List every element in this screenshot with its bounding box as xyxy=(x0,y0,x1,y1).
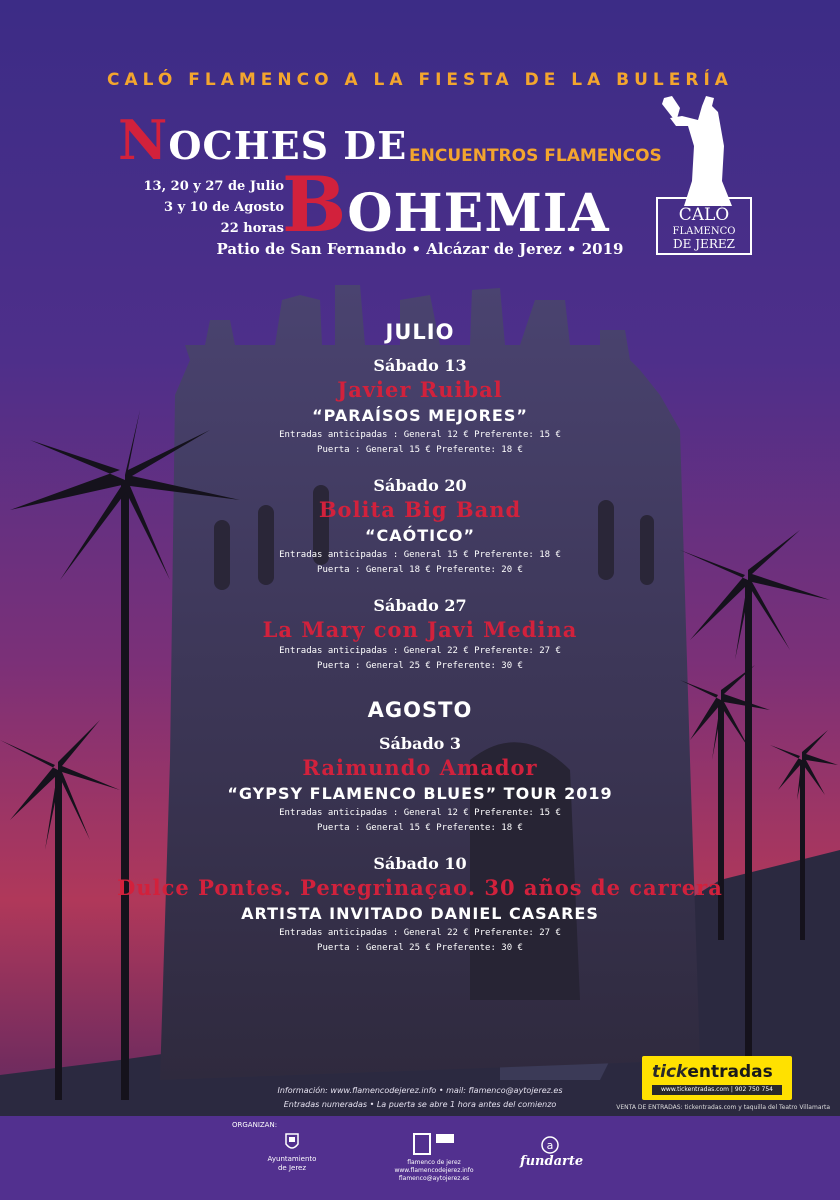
event-price-door: Puerta : General 18 € Preferente: 20 € xyxy=(317,565,523,575)
organizer-flamenco-line: www.flamencodejerez.info xyxy=(394,1167,474,1174)
event-artist: Dulce Pontes. Peregrinaçao. 30 años de carrera xyxy=(117,875,723,900)
organizer-flamenco-line: flamenco@aytojerez.es xyxy=(398,1175,470,1182)
tickentradas-wordmark-tick: tick xyxy=(652,1062,688,1082)
event-show: “GYPSY FLAMENCO BLUES” TOUR 2019 xyxy=(227,784,613,803)
event-card xyxy=(0,476,840,578)
footer-info-contact: Información: www.flamencodejerez.info • mail: flamenco@aytojerez.es xyxy=(277,1086,563,1095)
tickentradas-contact: www.tickentradas.com | 902 750 754 xyxy=(652,1085,782,1095)
dates-line: 22 horas xyxy=(220,221,284,236)
event-price-door: Puerta : General 15 € Preferente: 18 € xyxy=(317,445,523,455)
tickentradas-wordmark xyxy=(652,1062,773,1082)
organizer-ayuntamiento xyxy=(262,1132,322,1173)
organizer-flamenco-de-jerez xyxy=(388,1132,480,1183)
organizer-fundarte xyxy=(520,1136,584,1169)
event-day: Sábado 27 xyxy=(373,596,467,615)
tickentradas-wordmark-entradas: entradas xyxy=(687,1062,773,1082)
event-day: Sábado 13 xyxy=(373,356,467,375)
event-show: “PARAÍSOS MEJORES” xyxy=(312,406,528,425)
event-price-door: Puerta : General 15 € Preferente: 18 € xyxy=(317,823,523,833)
event-price-door: Puerta : General 25 € Preferente: 30 € xyxy=(317,661,523,671)
footer-info-doors: Entradas numeradas • La puerta se abre 1 hora antes del comienzo xyxy=(283,1100,557,1109)
flamenco-de-jerez-icon xyxy=(404,1132,464,1156)
calo-flamenco-logo xyxy=(654,86,754,256)
month-heading-july: JULIO xyxy=(385,320,455,344)
event-day: Sábado 3 xyxy=(378,734,462,753)
event-card xyxy=(0,854,840,956)
event-show: ARTISTA INVITADO DANIEL CASARES xyxy=(241,904,599,923)
logo-text-jerez: DE JEREZ xyxy=(673,237,735,251)
subtitle-encuentros: ENCUENTROS FLAMENCOS xyxy=(409,146,662,166)
title-noches-initial: N xyxy=(118,108,169,172)
festival-tagline: CALÓ FLAMENCO A LA FIESTA DE LA BULERÍA xyxy=(107,70,733,90)
event-show: “CAÓTICO” xyxy=(365,526,475,545)
tickentradas-logo xyxy=(642,1056,792,1100)
organizer-flamenco-line: flamenco de jerez xyxy=(407,1159,461,1166)
event-price-door: Puerta : General 25 € Preferente: 30 € xyxy=(317,943,523,953)
event-card xyxy=(0,356,840,458)
title-bohemia xyxy=(282,160,610,249)
event-price-advance: Entradas anticipadas : General 12 € Preferente: 15 € xyxy=(279,808,561,818)
fundarte-wordmark: fundarte xyxy=(520,1154,584,1169)
event-price-advance: Entradas anticipadas : General 22 € Preferente: 27 € xyxy=(279,928,561,938)
svg-text:a: a xyxy=(546,1139,554,1152)
month-heading-august: AGOSTO xyxy=(367,698,473,722)
organizer-ayto-line: de Jerez xyxy=(277,1164,307,1172)
event-price-advance: Entradas anticipadas : General 12 € Preferente: 15 € xyxy=(279,430,561,440)
event-price-advance: Entradas anticipadas : General 15 € Preferente: 18 € xyxy=(279,550,561,560)
event-artist: La Mary con Javi Medina xyxy=(262,617,578,642)
title-noches-rest: OCHES DE xyxy=(168,123,408,168)
event-card xyxy=(0,596,840,674)
logo-text-flamenco: FLAMENCO xyxy=(672,226,736,237)
organizers-label: ORGANIZAN: xyxy=(232,1121,278,1129)
event-artist: Raimundo Amador xyxy=(302,755,538,780)
organizer-ayto-line: Ayuntamiento xyxy=(267,1155,317,1163)
dates-line: 3 y 10 de Agosto xyxy=(164,200,284,215)
title-bohemia-rest: OHEMIA xyxy=(347,183,610,244)
ticket-sale-text: VENTA DE ENTRADAS: tickentradas.com y taquilla del Teatro Villamarta xyxy=(616,1104,830,1111)
logo-text-calo: CALÓ xyxy=(678,205,730,225)
event-day: Sábado 20 xyxy=(373,476,467,495)
event-price-advance: Entradas anticipadas : General 22 € Preferente: 27 € xyxy=(279,646,561,656)
coat-of-arms-icon xyxy=(284,1132,300,1152)
program-listing xyxy=(0,320,840,974)
fundarte-icon xyxy=(541,1136,559,1154)
event-artist: Javier Ruibal xyxy=(337,377,503,402)
event-artist: Bolita Big Band xyxy=(318,497,522,522)
title-bohemia-initial: B xyxy=(282,160,348,249)
dates-line: 13, 20 y 27 de Julio xyxy=(143,179,284,194)
festival-dates xyxy=(104,176,284,239)
event-card xyxy=(0,734,840,836)
event-day: Sábado 10 xyxy=(373,854,467,873)
venue-line: Patio de San Fernando • Alcázar de Jerez • 2019 xyxy=(216,240,624,258)
